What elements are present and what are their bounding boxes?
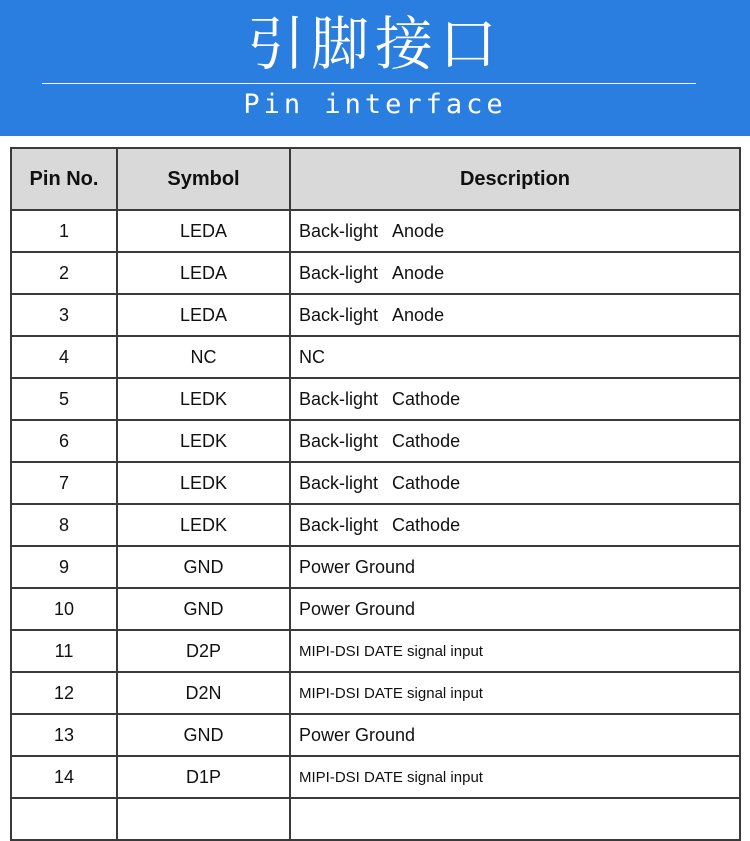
column-header-description: Description — [290, 148, 740, 210]
pin-symbol: D2N — [117, 672, 290, 714]
column-header-pin: Pin No. — [11, 148, 117, 210]
page-subtitle: Pin interface — [243, 89, 507, 120]
table-row — [11, 378, 740, 420]
description-text: Back-light — [299, 514, 379, 535]
pin-description — [290, 294, 740, 336]
pin-description — [290, 420, 740, 462]
pin-description-empty — [290, 798, 740, 840]
pin-symbol: LEDK — [117, 504, 290, 546]
pin-symbol: GND — [117, 546, 290, 588]
description-text: Power Ground — [299, 598, 416, 619]
description-detail: Anode — [392, 262, 445, 283]
description-text: MIPI-DSI DATE signal input — [299, 768, 483, 786]
pin-symbol: LEDK — [117, 420, 290, 462]
pin-number: 12 — [11, 672, 117, 714]
pin-description — [290, 672, 740, 714]
header-banner — [0, 0, 750, 136]
pin-number: 7 — [11, 462, 117, 504]
pin-symbol-empty — [117, 798, 290, 840]
pin-table — [10, 147, 741, 841]
description-detail: Anode — [392, 220, 445, 241]
description-detail: Cathode — [392, 430, 461, 451]
pin-symbol: LEDK — [117, 378, 290, 420]
pin-number: 9 — [11, 546, 117, 588]
table-row-partial — [11, 798, 740, 840]
description-text: MIPI-DSI DATE signal input — [299, 684, 483, 702]
table-row — [11, 756, 740, 798]
pin-symbol: LEDA — [117, 210, 290, 252]
description-text: Back-light — [299, 430, 379, 451]
pin-description — [290, 462, 740, 504]
pin-symbol: LEDA — [117, 294, 290, 336]
description-text: Power Ground — [299, 556, 416, 577]
description-text: MIPI-DSI DATE signal input — [299, 642, 483, 660]
title-divider — [42, 83, 696, 84]
pin-symbol: GND — [117, 588, 290, 630]
pin-number: 13 — [11, 714, 117, 756]
description-text: NC — [299, 346, 325, 367]
table-row — [11, 294, 740, 336]
table-row — [11, 462, 740, 504]
column-header-symbol: Symbol — [117, 148, 290, 210]
pin-symbol: LEDK — [117, 462, 290, 504]
page-title: 引脚接口 — [246, 10, 503, 78]
table-row — [11, 588, 740, 630]
pin-description — [290, 630, 740, 672]
description-detail: Anode — [392, 304, 445, 325]
description-text: Back-light — [299, 472, 379, 493]
pin-description — [290, 378, 740, 420]
pin-symbol: GND — [117, 714, 290, 756]
pin-description — [290, 546, 740, 588]
pin-number: 8 — [11, 504, 117, 546]
pin-description — [290, 756, 740, 798]
pin-description — [290, 588, 740, 630]
description-detail: Cathode — [392, 388, 461, 409]
description-text: Power Ground — [299, 724, 416, 745]
description-text: Back-light — [299, 304, 379, 325]
table-header-row — [11, 148, 740, 210]
table-row — [11, 546, 740, 588]
pin-number: 10 — [11, 588, 117, 630]
pin-number: 14 — [11, 756, 117, 798]
table-row — [11, 420, 740, 462]
pin-number: 11 — [11, 630, 117, 672]
pin-symbol: D2P — [117, 630, 290, 672]
description-detail: Cathode — [392, 514, 461, 535]
table-row — [11, 504, 740, 546]
pin-description — [290, 210, 740, 252]
description-text: Back-light — [299, 388, 379, 409]
pin-number: 1 — [11, 210, 117, 252]
pin-number: 4 — [11, 336, 117, 378]
pin-symbol: NC — [117, 336, 290, 378]
description-text: Back-light — [299, 262, 379, 283]
pin-description — [290, 252, 740, 294]
description-detail: Cathode — [392, 472, 461, 493]
table-row — [11, 630, 740, 672]
pin-number: 2 — [11, 252, 117, 294]
pin-table-container — [10, 147, 739, 841]
pin-description — [290, 504, 740, 546]
table-row — [11, 210, 740, 252]
pin-number: 6 — [11, 420, 117, 462]
pin-description — [290, 714, 740, 756]
pin-number-empty — [11, 798, 117, 840]
table-row — [11, 714, 740, 756]
pin-number: 3 — [11, 294, 117, 336]
pin-symbol: LEDA — [117, 252, 290, 294]
table-row — [11, 336, 740, 378]
table-row — [11, 252, 740, 294]
description-text: Back-light — [299, 220, 379, 241]
pin-number: 5 — [11, 378, 117, 420]
table-row — [11, 672, 740, 714]
pin-symbol: D1P — [117, 756, 290, 798]
pin-description — [290, 336, 740, 378]
